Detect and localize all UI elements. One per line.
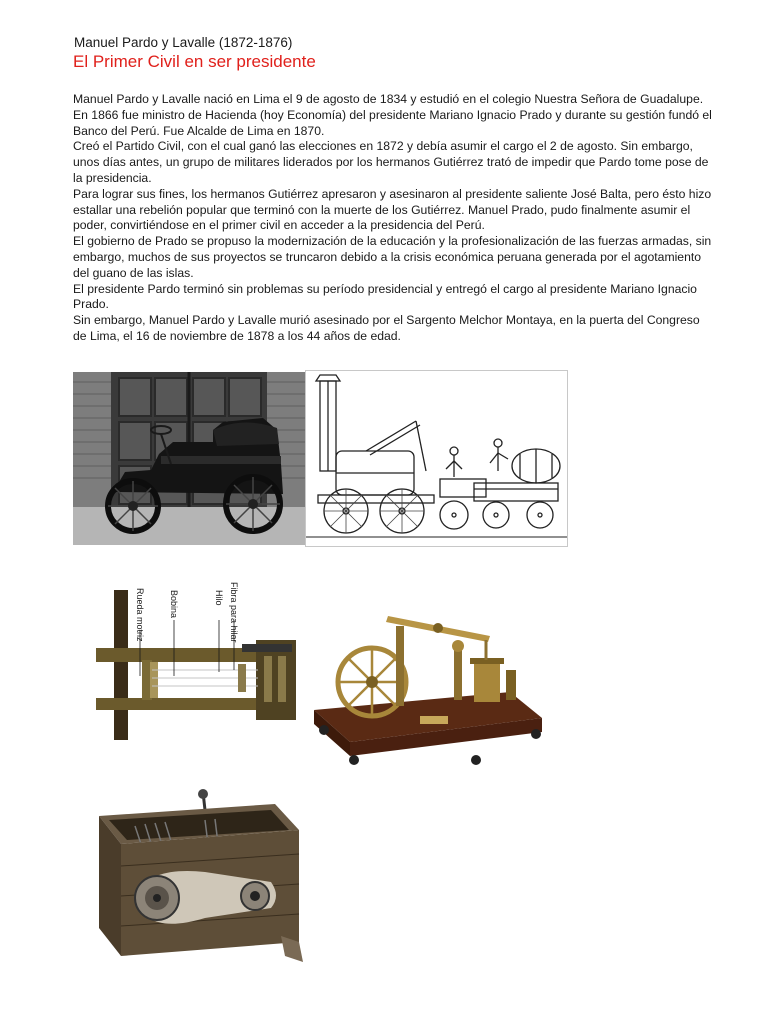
label-fibra-para-hilar: Fibra para hilar [229, 582, 239, 643]
carding-box-photo [85, 786, 307, 964]
paragraph: El gobierno de Prado se propuso la modernización de la educación y la profesionalización de las fuerzas armadas, sin embargo, muchos de sus proyectos se truncaron debido a la crisis económica peruana generada por el agotamiento del guano de las islas. [73, 234, 712, 280]
paragraph: Creó el Partido Civil, con el cual ganó las elecciones en 1872 y debía asumir el cargo el 2 de agosto. Sin embargo, unos días antes, un grupo de militares liderados por los hermanos Gutiérrez trató de impedir que Pardo tome pose de la presidencia. [73, 139, 709, 185]
document-body [73, 92, 713, 345]
spinning-machine-photo [88, 580, 310, 748]
label-hilo: Hilo [214, 590, 224, 606]
document-title: El Primer Civil en ser presidente [73, 52, 316, 71]
paragraph: Para lograr sus fines, los hermanos Gutiérrez apresaron y asesinaron al presidente saliente José Balta, pero ésto hizo estallar una rebelión popular que terminó con la muerte de los Gutiérrez. Manuel Prado, pudo finalmente asumir el poder, convirtiéndose en el primer civil en acceder a la presidencia del Perú. [73, 186, 712, 233]
automobile-photo [73, 372, 305, 545]
label-bobina: Bobina [169, 590, 179, 619]
paragraph: Manuel Pardo y Lavalle nació en Lima el 9 de agosto de 1834 y estudió en el colegio Nuestra Señora de Guadalupe. [73, 92, 704, 106]
steam-engine-photo [310, 600, 546, 772]
document-heading: Manuel Pardo y Lavalle (1872-1876) [74, 35, 293, 50]
label-rueda-motriz: Rueda motriz [135, 588, 145, 642]
paragraph: Sin embargo, Manuel Pardo y Lavalle murió asesinado por el Sargento Melchor Montaya, en la puerta del Congreso de Lima, el 16 de noviembre de 1878 a los 44 años de edad. [73, 313, 700, 343]
locomotive-engraving [305, 370, 568, 547]
paragraph: En 1866 fue ministro de Hacienda (hoy Economía) del presidente Mariano Ignacio Prado y durante su gestión fundó el Banco del Perú. Fue Alcalde de Lima en 1870. [73, 107, 712, 138]
paragraph: El presidente Pardo terminó sin problemas su período presidencial y entregó el cargo al presidente Mariano Ignacio Prado. [73, 281, 697, 312]
